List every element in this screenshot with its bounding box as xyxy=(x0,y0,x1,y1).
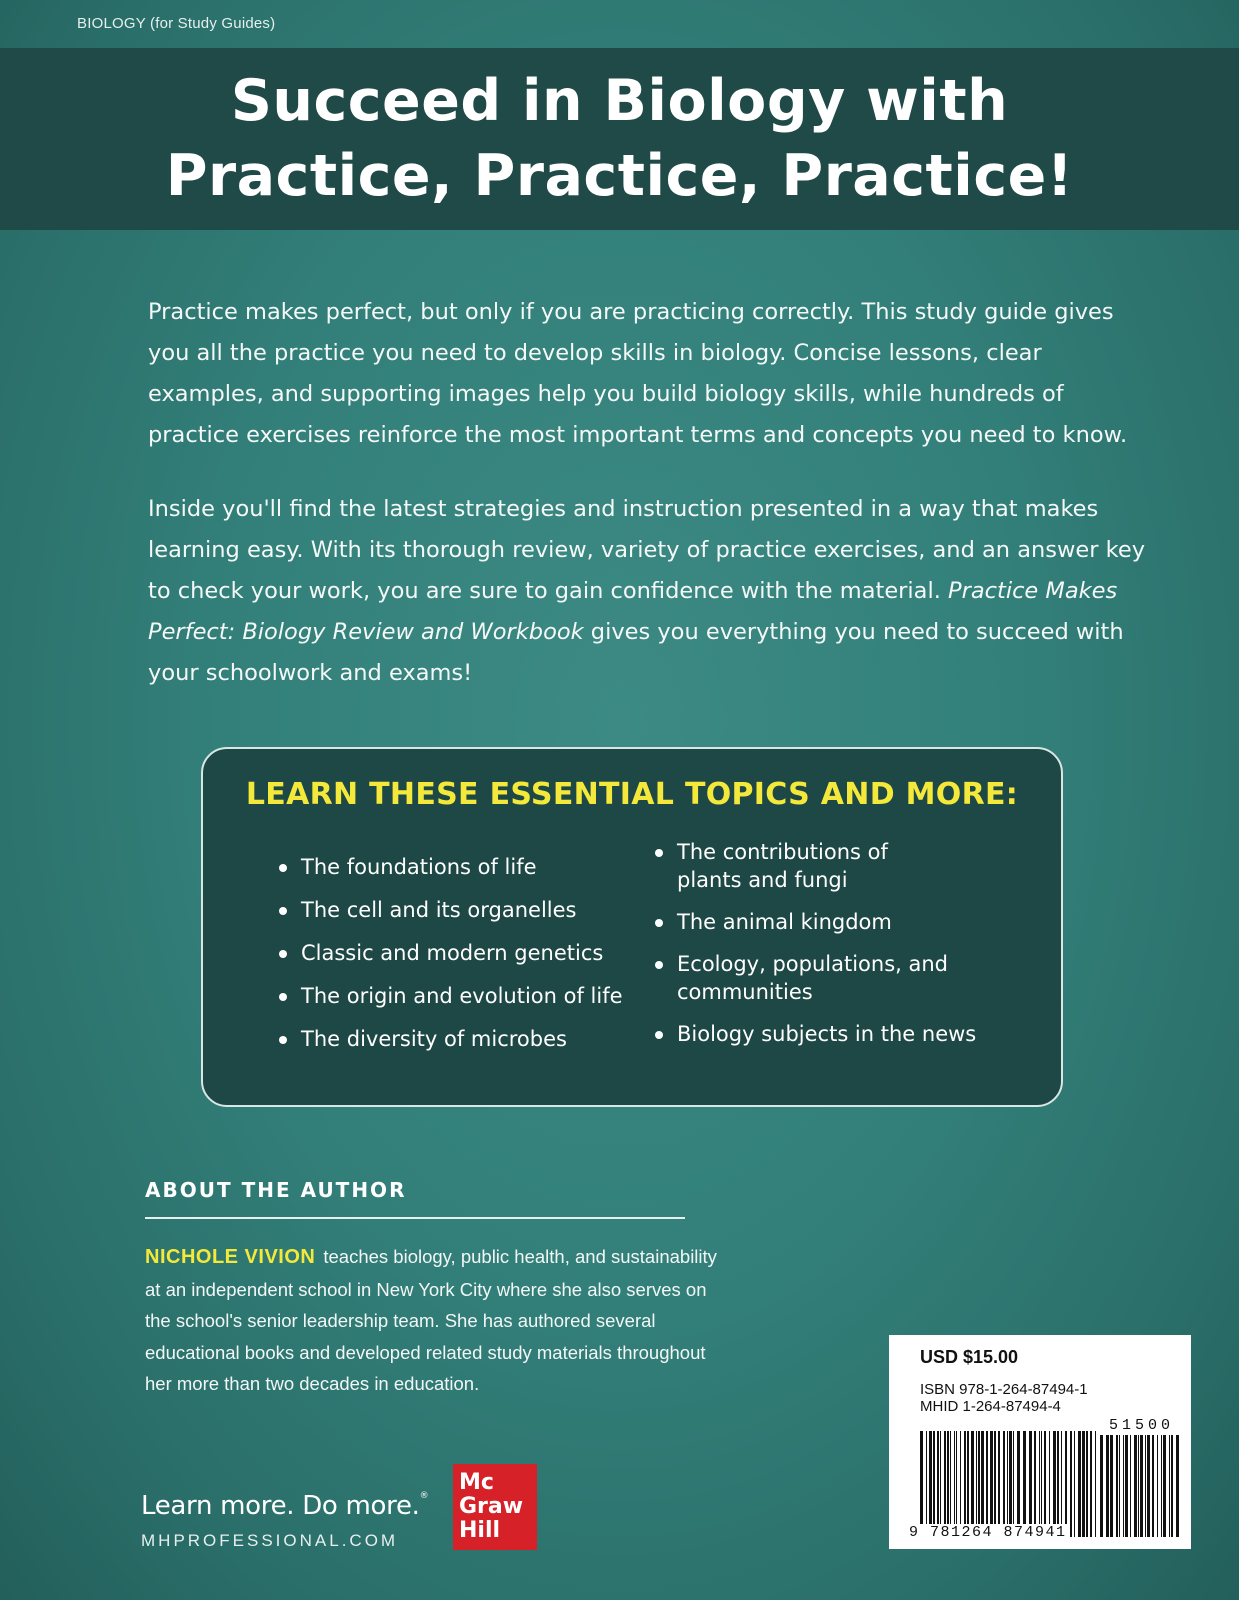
tagline-text: Learn more. Do more. xyxy=(141,1491,420,1521)
bullet-icon xyxy=(279,993,287,1001)
bullet-icon xyxy=(655,961,663,969)
price-barcode-box xyxy=(889,1335,1191,1549)
topic-text: Classic and modern genetics xyxy=(301,941,604,965)
topics-list-right xyxy=(655,838,976,1062)
barcode-addon-icon xyxy=(1100,1435,1180,1537)
topic-text: The origin and evolution of life xyxy=(301,984,623,1008)
topics-heading: LEARN THESE ESSENTIAL TOPICS AND MORE: xyxy=(245,777,1019,812)
topic-text: Ecology, populations, and communities xyxy=(677,952,949,1004)
publisher-website: MHPROFESSIONAL.COM xyxy=(141,1531,399,1550)
about-heading: ABOUT THE AUTHOR xyxy=(145,1178,407,1202)
publisher-tagline xyxy=(141,1491,428,1521)
topic-item xyxy=(279,1025,623,1053)
category-label: BIOLOGY (for Study Guides) xyxy=(77,15,276,32)
topic-item xyxy=(279,939,623,967)
price: USD $15.00 xyxy=(920,1347,1019,1367)
topic-text: Biology subjects in the news xyxy=(677,1022,977,1046)
registered-mark: ® xyxy=(419,1491,429,1501)
barcode-price-code: 51500 xyxy=(1109,1417,1175,1434)
topic-item xyxy=(655,908,976,936)
topics-list-left xyxy=(279,853,623,1068)
topic-text: The foundations of life xyxy=(301,855,537,879)
headline-line-2: Practice, Practice, Practice! xyxy=(165,143,1074,209)
isbn: ISBN 978-1-264-87494-1 xyxy=(920,1381,1088,1398)
author-bio-text: teaches biology, public health, and sustainability at an independent school in New York City where she also serves on the school's senior leadership team. She has authored several educational books and developed related study materials throughout her more than two decades in education. xyxy=(145,1246,717,1394)
bullet-icon xyxy=(279,907,287,915)
bullet-icon xyxy=(279,950,287,958)
headline-banner xyxy=(0,48,1239,230)
mcgraw-hill-logo xyxy=(453,1464,537,1550)
author-name: NICHOLE VIVION xyxy=(145,1246,316,1268)
topic-text: The animal kingdom xyxy=(677,910,892,934)
topic-item xyxy=(655,838,955,894)
bullet-icon xyxy=(279,1036,287,1044)
intro-paragraph-2 xyxy=(148,489,1148,694)
barcode-icon xyxy=(920,1431,1096,1537)
topic-text: The diversity of microbes xyxy=(301,1027,567,1051)
topic-item xyxy=(279,982,623,1010)
logo-line-3: Hill xyxy=(459,1518,501,1543)
bullet-icon xyxy=(655,849,663,857)
topics-box xyxy=(201,747,1063,1107)
intro-paragraph-2-start: Inside you'll find the latest strategies and instruction presented in a way that makes learning easy. With its thorough review, variety of practice exercises, and an answer key to check your work, you are sure to gain confidence with the material. xyxy=(148,496,1146,604)
author-bio xyxy=(145,1241,725,1400)
book-title: Practice Makes Perfect: Biology Review and Workbook xyxy=(148,578,1118,645)
bullet-icon xyxy=(655,1031,663,1039)
topic-text: The contributions of plants and fungi xyxy=(677,840,888,892)
topic-item xyxy=(279,853,623,881)
bullet-icon xyxy=(279,864,287,872)
bullet-icon xyxy=(655,919,663,927)
logo-line-2: Graw xyxy=(459,1494,524,1519)
logo-line-1: Mc xyxy=(459,1470,494,1495)
barcode-digits: 9 781264 874941 xyxy=(909,1524,1067,1541)
topic-item xyxy=(279,896,623,924)
topic-item xyxy=(655,1020,976,1048)
about-divider xyxy=(145,1217,685,1219)
mhid: MHID 1-264-87494-4 xyxy=(920,1398,1061,1415)
headline-line-1: Succeed in Biology with xyxy=(230,68,1009,134)
intro-paragraph-1: Practice makes perfect, but only if you are practicing correctly. This study guide gives you all the practice you need to develop skills in biology. Concise lessons, clear examples, and supporting images help you build biology skills, while hundreds of practice exercises reinforce the most important terms and concepts you need to know. xyxy=(148,299,1128,448)
topic-item xyxy=(655,950,955,1006)
intro-paragraph-2-end: gives you everything you need to succeed with your schoolwork and exams! xyxy=(148,619,1124,686)
topic-text: The cell and its organelles xyxy=(301,898,577,922)
